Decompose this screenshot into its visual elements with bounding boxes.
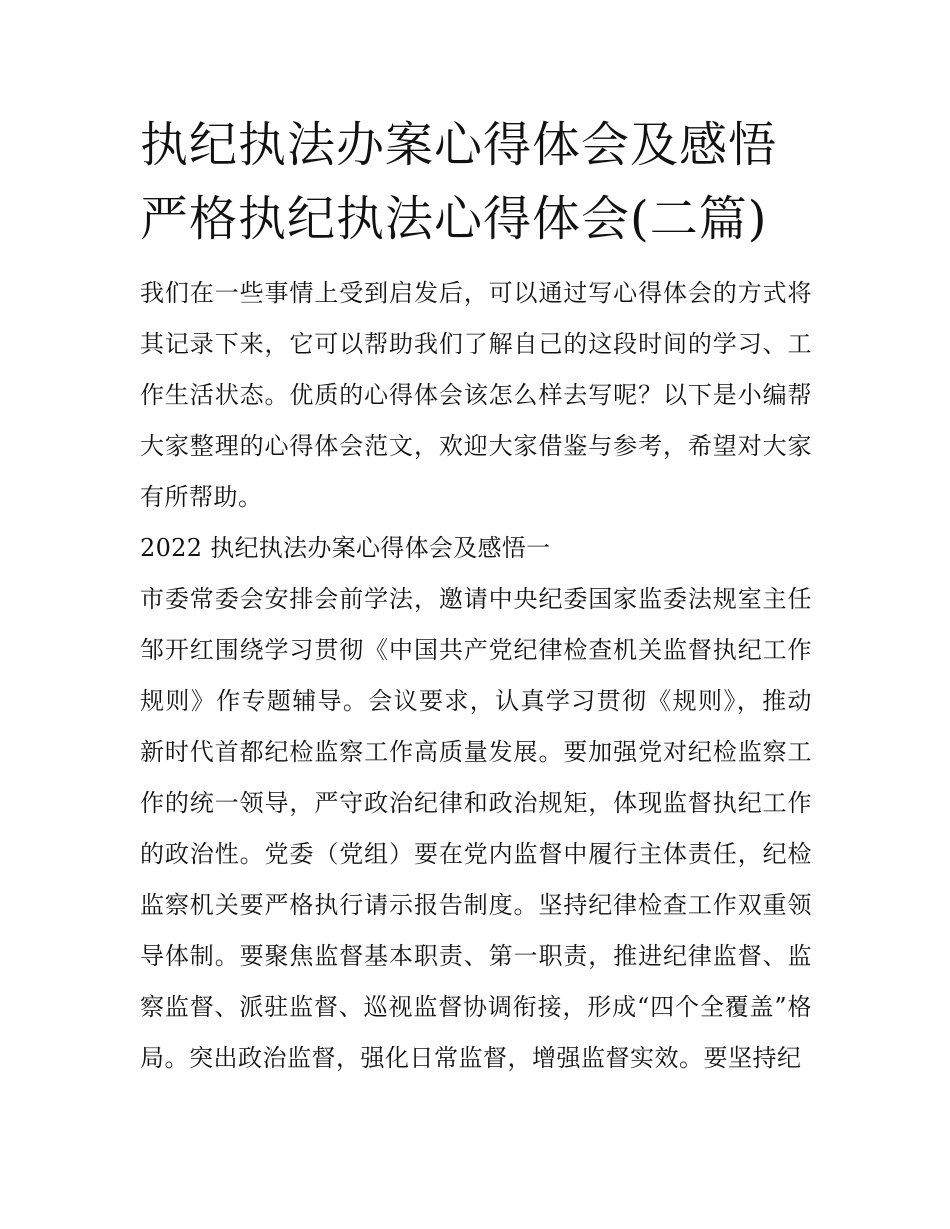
- document-title: [140, 108, 812, 256]
- title-line-1: 执纪执法办案心得体会及感悟: [140, 117, 778, 173]
- document-content: [140, 108, 812, 1084]
- body-paragraph: 市委常委会安排会前学法，邀请中央纪委国家监委法规室主任邹开红围绕学习贯彻《中国共产党纪律检查机关监督执纪工作规则》作专题辅导。会议要求，认真学习贯彻《规则》，推动新时代首都纪检监察工作高质量发展。要加强党对纪检监察工作的统一领导，严守政治纪律和政治规矩，体现监督执纪工作的政治性。党委（党组）要在党内监督中履行主体责任，纪检监察机关要严格执行请示报告制度。坚持纪律检查工作双重领导体制。要聚焦监督基本职责、第一职责，推进纪律监督、监察监督、派驻监督、巡视监督协调衔接，形成“四个全覆盖”格局。突出政治监督，强化日常监督，增强监督实效。要坚持纪: [140, 585, 812, 1072]
- title-line-2: 严格执纪执法心得体会(二篇): [140, 191, 768, 247]
- section-heading: 2022 执纪执法办案心得体会及感悟一: [140, 534, 551, 562]
- intro-paragraph: 我们在一些事情上受到启发后，可以通过写心得体会的方式将其记录下来，它可以帮助我们了解自己的这段时间的学习、工作生活状态。优质的心得体会该怎么样去写呢？以下是小编帮大家整理的心得体会范文，欢迎大家借鉴与参考，希望对大家有所帮助。: [140, 279, 812, 511]
